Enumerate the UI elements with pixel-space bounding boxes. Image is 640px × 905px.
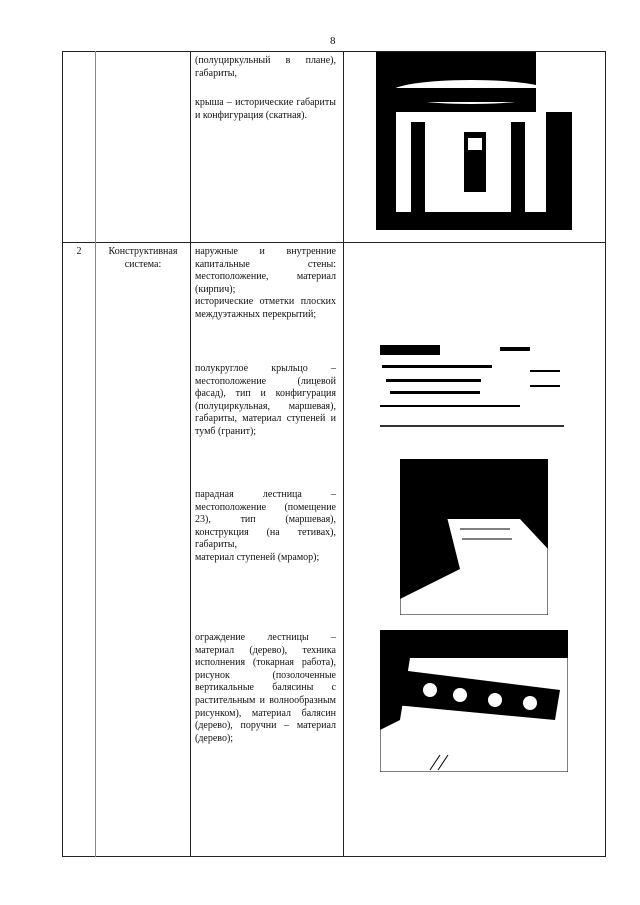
row1-text-2: крыша – исторические габариты и конфигурация (скатная). — [195, 97, 336, 121]
page-number: 8 — [330, 35, 336, 47]
row2-text-walls: наружные и внутренние капитальные стены: местоположение, материал (кирпич); исторические отметки плоских междуэтажных перекрытий; — [195, 246, 336, 320]
table-border-bottom — [62, 856, 606, 857]
row-divider — [62, 242, 606, 243]
railing-photo — [380, 630, 568, 772]
row-number: 2 — [76, 246, 82, 257]
column-divider — [343, 51, 344, 857]
column-divider — [605, 51, 606, 857]
porch-photo — [380, 345, 564, 429]
column-divider — [95, 51, 96, 857]
column-divider — [190, 51, 191, 857]
row-name: Конструктивная система: — [108, 246, 178, 270]
building-facade-photo — [376, 52, 572, 230]
row2-text-porch: полукруглое крыльцо – местоположение (лицевой фасад), тип и конфигурация (полуциркульная, маршевая), габариты, материал ступеней и тумб (гранит); — [195, 363, 336, 437]
row2-text-staircase: парадная лестница – местоположение (помещение 23), тип (маршевая), конструкция (на тетивах), габариты, материал ступеней (мрамор); — [195, 489, 336, 563]
row1-text-1: (полуциркульный в плане), габариты, — [195, 55, 336, 79]
staircase-photo — [400, 459, 548, 615]
column-divider — [62, 51, 63, 857]
row2-text-railing: ограждение лестницы – материал (дерево), техника исполнения (токарная работа), рисунок (позолоченные вертикальные балясины с растительным и волнообразным рисунком), материал балясин (дерево), поручни – материал (дерево); — [195, 632, 336, 744]
